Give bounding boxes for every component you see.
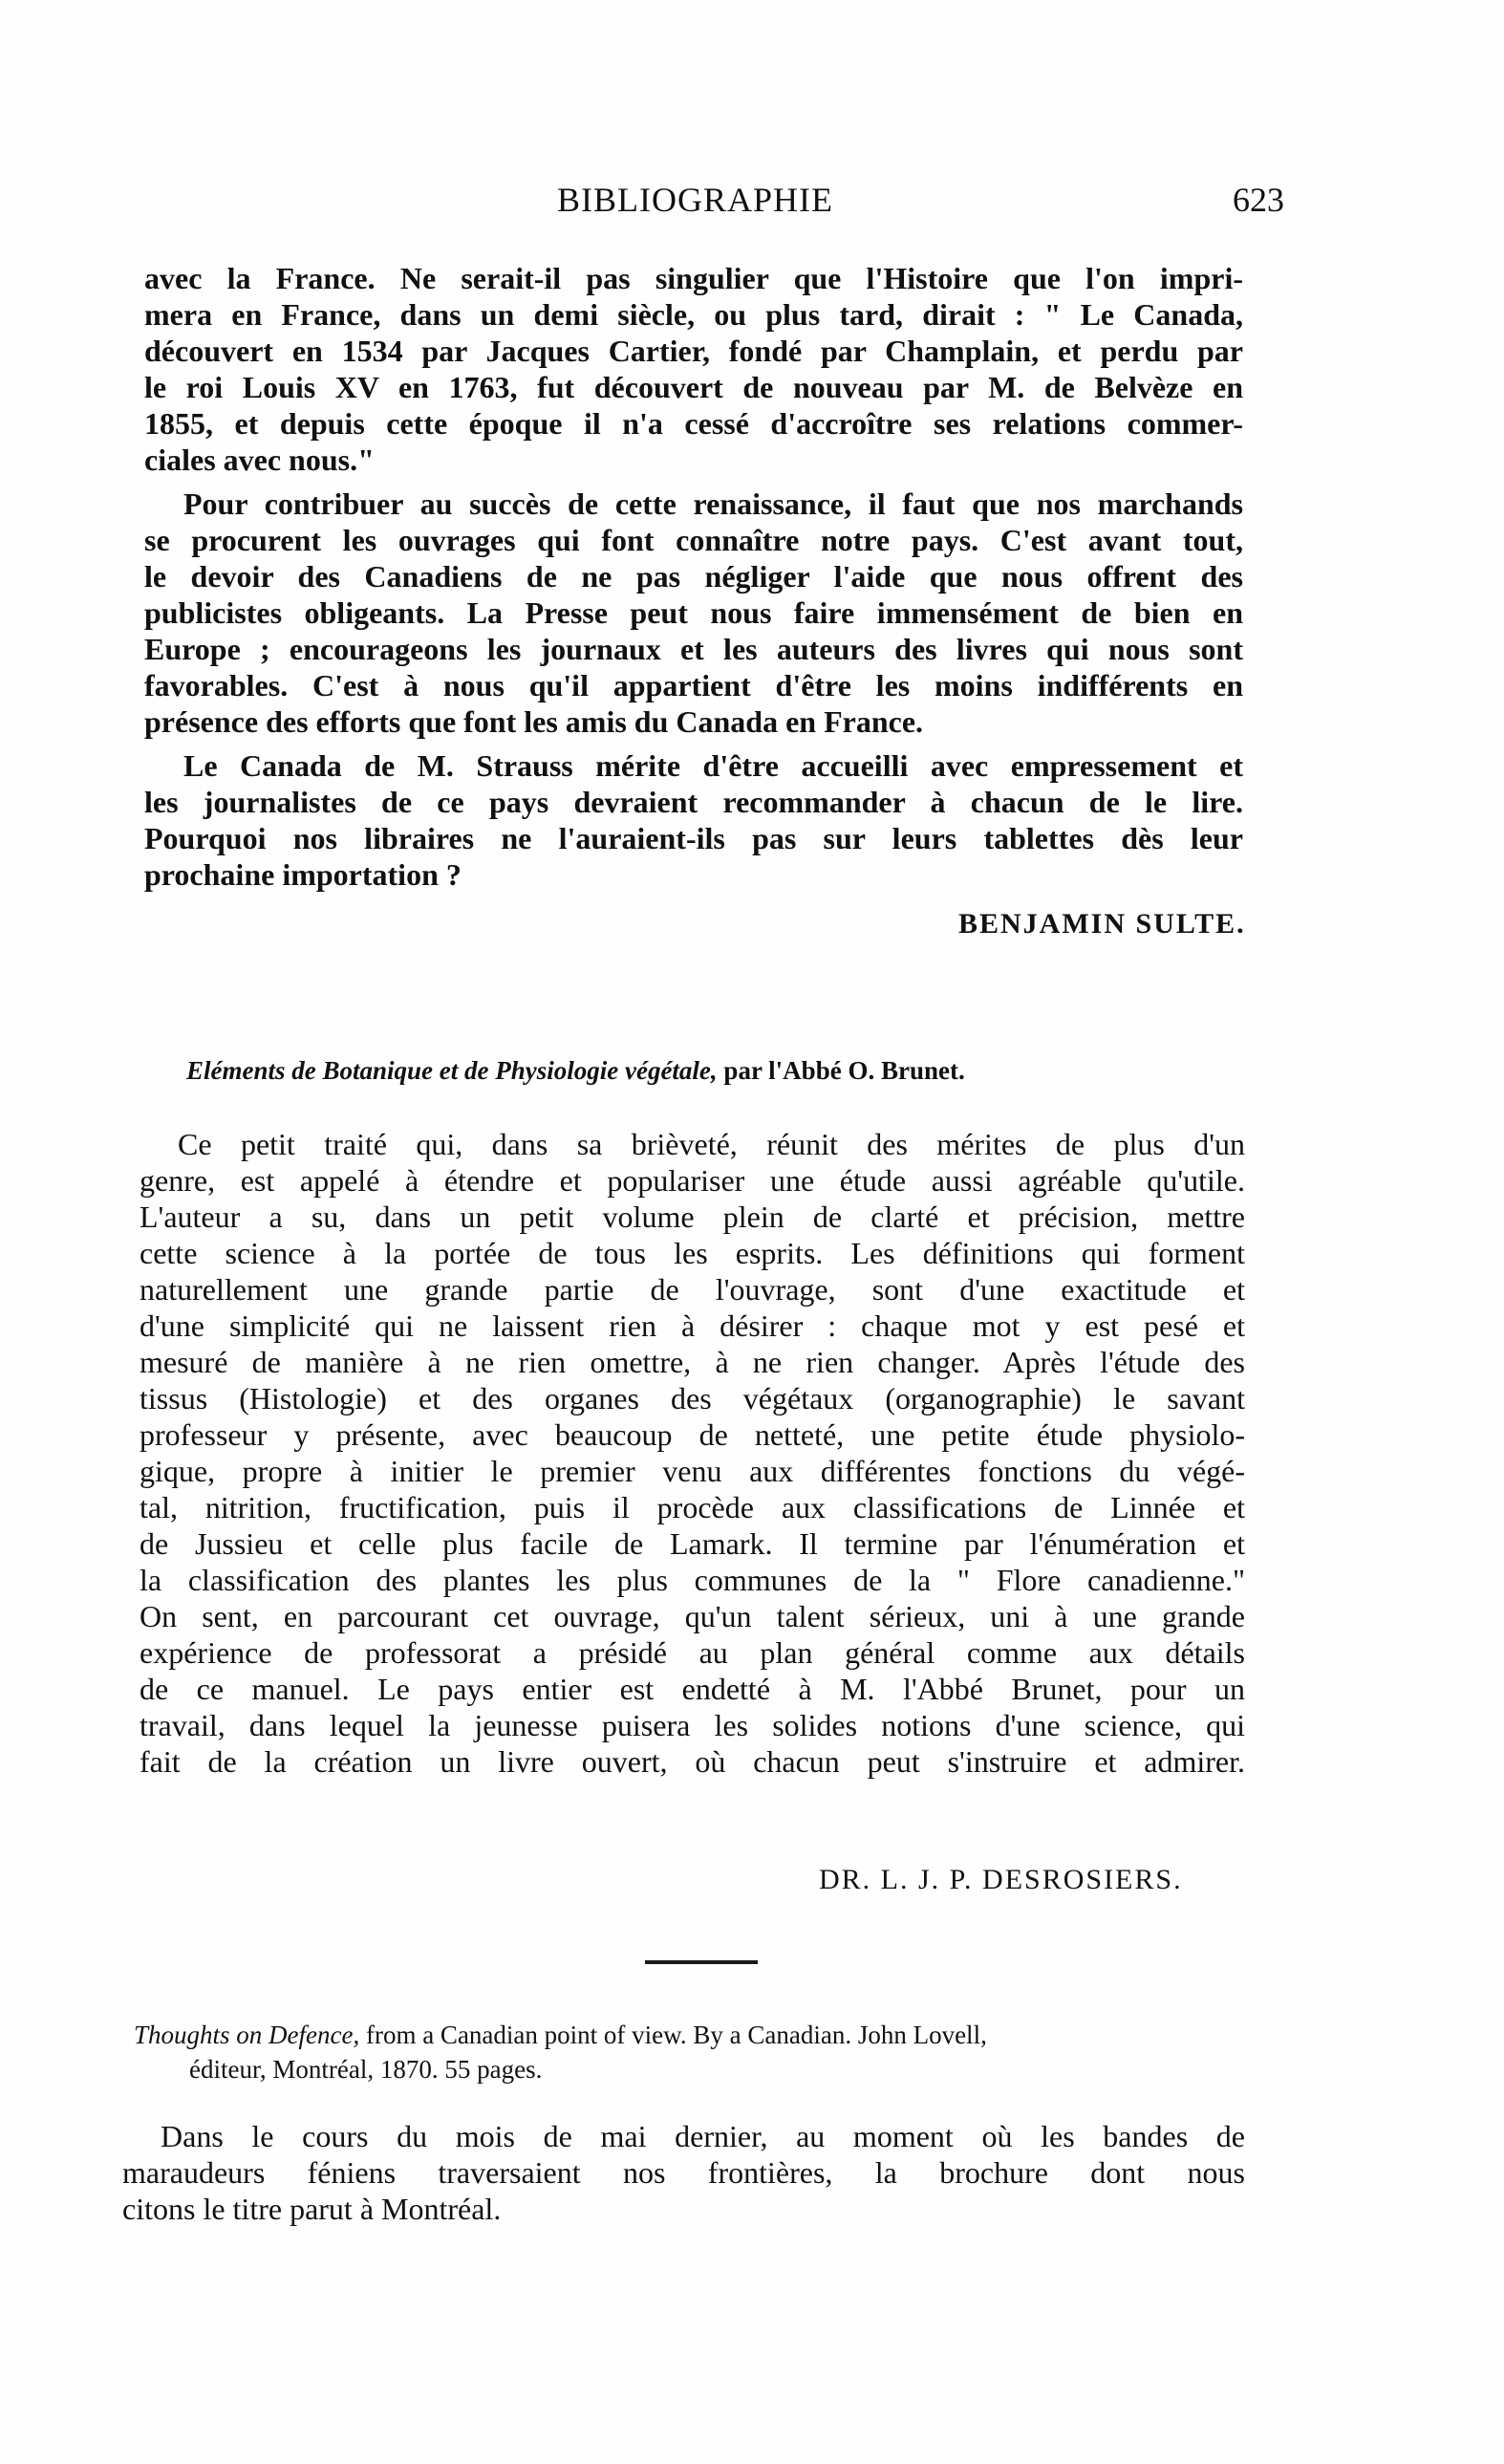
text-line: découvert en 1534 par Jacques Cartier, fondé par Champlain, et perdu par [144,334,1243,368]
page-number: 623 [1233,181,1284,219]
text-line: de Jussieu et celle plus facile de Lamark. Il termine par l'énumération et [140,1526,1245,1561]
text-line: tissus (Histologie) et des organes des végétaux (organographie) le savant [140,1381,1245,1416]
text-line: le roi Louis XV en 1763, fut découvert de nouveau par M. de Belvèze en [144,370,1243,404]
text-line: Pourquoi nos libraires ne l'auraient-ils pas sur leurs tablettes dès leur [144,821,1243,855]
text-line: les journalistes de ce pays devraient recommander à chacun de le lire. [144,785,1243,819]
text-line: tal, nitrition, fructification, puis il procède aux classifications de Linnée et [140,1490,1245,1524]
text-line: citons le titre parut à Montréal. [122,2192,502,2226]
text-line: fait de la création un livre ouvert, où chacun peut s'instruire et admirer. [140,1744,1245,1779]
text-line: travail, dans lequel la jeunesse puisera les solides notions d'une science, qui [140,1708,1245,1742]
signature: DR. L. J. P. DESROSIERS. [819,1864,1183,1895]
running-head [0,180,1504,227]
text-line: professeur y présente, avec beaucoup de netteté, une petite étude physiolo- [140,1417,1245,1452]
text-line: la classification des plantes les plus communes de la " Flore canadienne." [140,1563,1245,1597]
text-line: 1855, et depuis cette époque il n'a cessé d'accroître ses relations commer- [144,406,1243,441]
text-line: genre, est appelé à étendre et populariser une étude aussi agréable qu'utile. [140,1163,1245,1198]
text-line: de ce manuel. Le pays entier est endetté à M. l'Abbé Brunet, pour un [140,1672,1245,1706]
review-title [134,2019,987,2051]
book-title: Eléments de Botanique et de Physiologie végétale, [186,1056,718,1085]
text-line: Ce petit traité qui, dans sa brièveté, réunit des mérites de plus d'un [178,1127,1245,1161]
section-divider [645,1960,758,1964]
text-line: avec la France. Ne serait-il pas singulier que l'Histoire que l'on impri- [144,261,1243,295]
text-line: présence des efforts que font les amis du Canada en France. [144,704,924,739]
text-line: prochaine importation ? [144,857,462,892]
text-line: L'auteur a su, dans un petit volume plein de clarté et précision, mettre [140,1200,1245,1234]
text-line: cette science à la portée de tous les esprits. Les définitions qui forment [140,1236,1245,1270]
review-title [186,1054,965,1087]
text-line: expérience de professorat a présidé au plan général comme aux détails [140,1635,1245,1670]
text-line: On sent, en parcourant cet ouvrage, qu'un talent sérieux, uni à une grande [140,1599,1245,1633]
running-title: BIBLIOGRAPHIE [557,181,833,219]
text-line: mera en France, dans un demi siècle, ou plus tard, dirait : " Le Canada, [144,297,1243,332]
review-title-continued: éditeur, Montréal, 1870. 55 pages. [189,2055,543,2084]
text-line: gique, propre à initier le premier venu aux différentes fonctions du végé- [140,1454,1245,1488]
text-line: publicistes obligeants. La Presse peut nous faire immensément de bien en [144,595,1243,630]
book-author: par l'Abbé O. Brunet. [717,1056,965,1085]
text-line: favorables. C'est à nous qu'il appartient d'être les moins indifférents en [144,668,1243,702]
text-line: d'une simplicité qui ne laissent rien à désirer : chaque mot y est pesé et [140,1308,1245,1343]
text-line: Dans le cours du mois de mai dernier, au moment où les bandes de [161,2119,1245,2153]
text-line: ciales avec nous." [144,443,375,477]
book-title: Thoughts on Defence, [134,2021,360,2049]
text-line: mesuré de manière à ne rien omettre, à ne rien changer. Après l'étude des [140,1345,1245,1379]
text-line: maraudeurs féniens traversaient nos frontières, la brochure dont nous [122,2155,1245,2190]
text-line: Europe ; encourageons les journaux et les auteurs des livres qui nous sont [144,632,1243,666]
text-line: naturellement une grande partie de l'ouvrage, sont d'une exactitude et [140,1272,1245,1307]
text-line: Pour contribuer au succès de cette renaissance, il faut que nos marchands [183,486,1243,521]
book-publisher: from a Canadian point of view. By a Canadian. John Lovell, [359,2021,987,2049]
signature: BENJAMIN SULTE. [958,908,1246,940]
text-line: le devoir des Canadiens de ne pas négliger l'aide que nous offrent des [144,559,1243,594]
text-line: se procurent les ouvrages qui font connaître notre pays. C'est avant tout, [144,523,1243,557]
text-line: Le Canada de M. Strauss mérite d'être accueilli avec empressement et [183,748,1243,783]
